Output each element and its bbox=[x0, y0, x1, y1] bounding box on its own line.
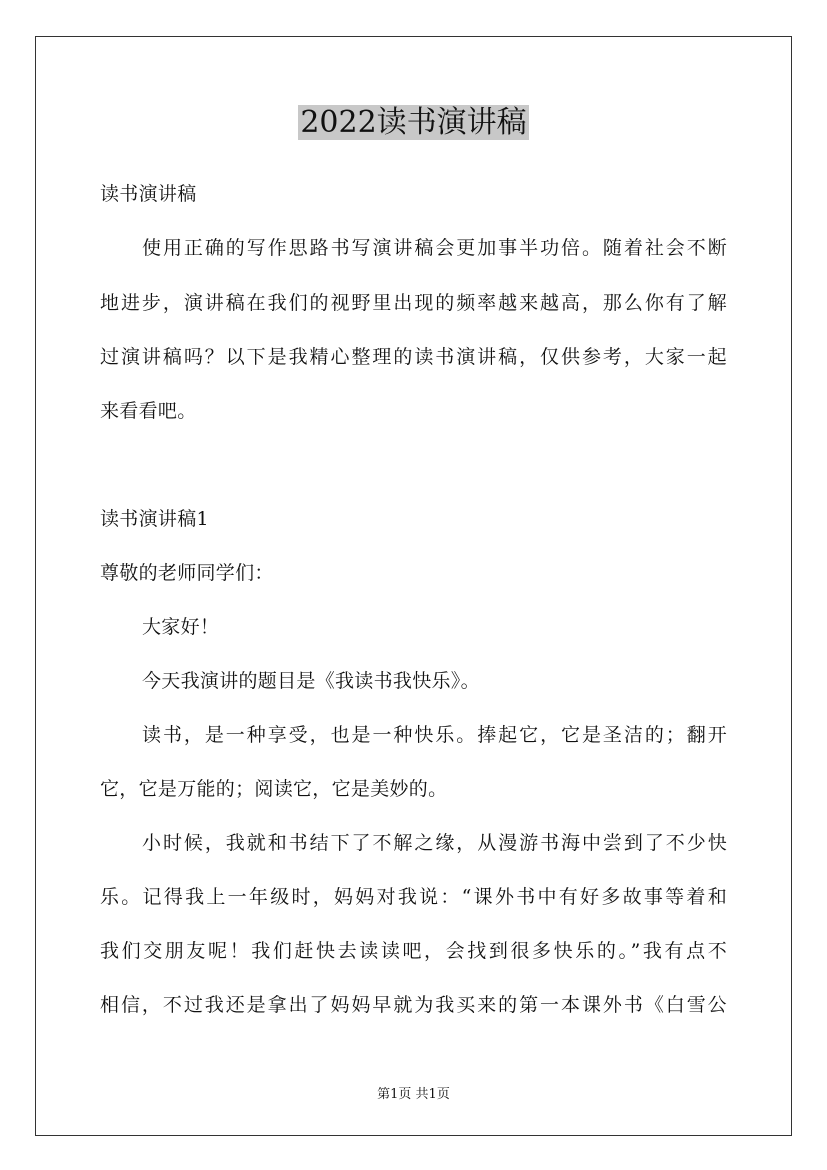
document-title: 2022读书演讲稿 bbox=[300, 105, 527, 140]
paragraph-line: 使用正确的写作思路书写演讲稿会更加事半功倍。随着社会不断 bbox=[142, 237, 727, 259]
paragraph-line: 地进步，演讲稿在我们的视野里出现的频率越来越高，那么你有了解 bbox=[100, 292, 727, 314]
salutation: 尊敬的老师同学们： bbox=[100, 562, 274, 584]
greeting: 大家好！ bbox=[142, 616, 220, 638]
section-heading: 读书演讲稿1 bbox=[100, 508, 209, 530]
paragraph-line: 今天我演讲的题目是《我读书我快乐》。 bbox=[142, 670, 480, 692]
page-footer: 第1页 共1页 bbox=[377, 1087, 450, 1102]
paragraph-line: 乐。记得我上一年级时，妈妈对我说：“课外书中有好多故事等着和 bbox=[100, 886, 727, 908]
paragraph-line: 小时候，我就和书结下了不解之缘，从漫游书海中尝到了不少快 bbox=[142, 832, 727, 854]
paragraph-line: 读书，是一种享受，也是一种快乐。捧起它，它是圣洁的；翻开 bbox=[142, 724, 727, 746]
paragraph-line: 过演讲稿吗？以下是我精心整理的读书演讲稿，仅供参考，大家一起 bbox=[100, 346, 727, 368]
paragraph-line: 来看看吧。 bbox=[100, 400, 197, 422]
section-heading: 读书演讲稿 bbox=[100, 183, 197, 205]
paragraph-line: 它，它是万能的；阅读它，它是美妙的。 bbox=[100, 778, 448, 800]
paragraph-line: 相信，不过我还是拿出了妈妈早就为我买来的第一本课外书《白雪公 bbox=[100, 994, 727, 1016]
paragraph-line: 我们交朋友呢！我们赶快去读读吧，会找到很多快乐的。”我有点不 bbox=[100, 940, 727, 962]
